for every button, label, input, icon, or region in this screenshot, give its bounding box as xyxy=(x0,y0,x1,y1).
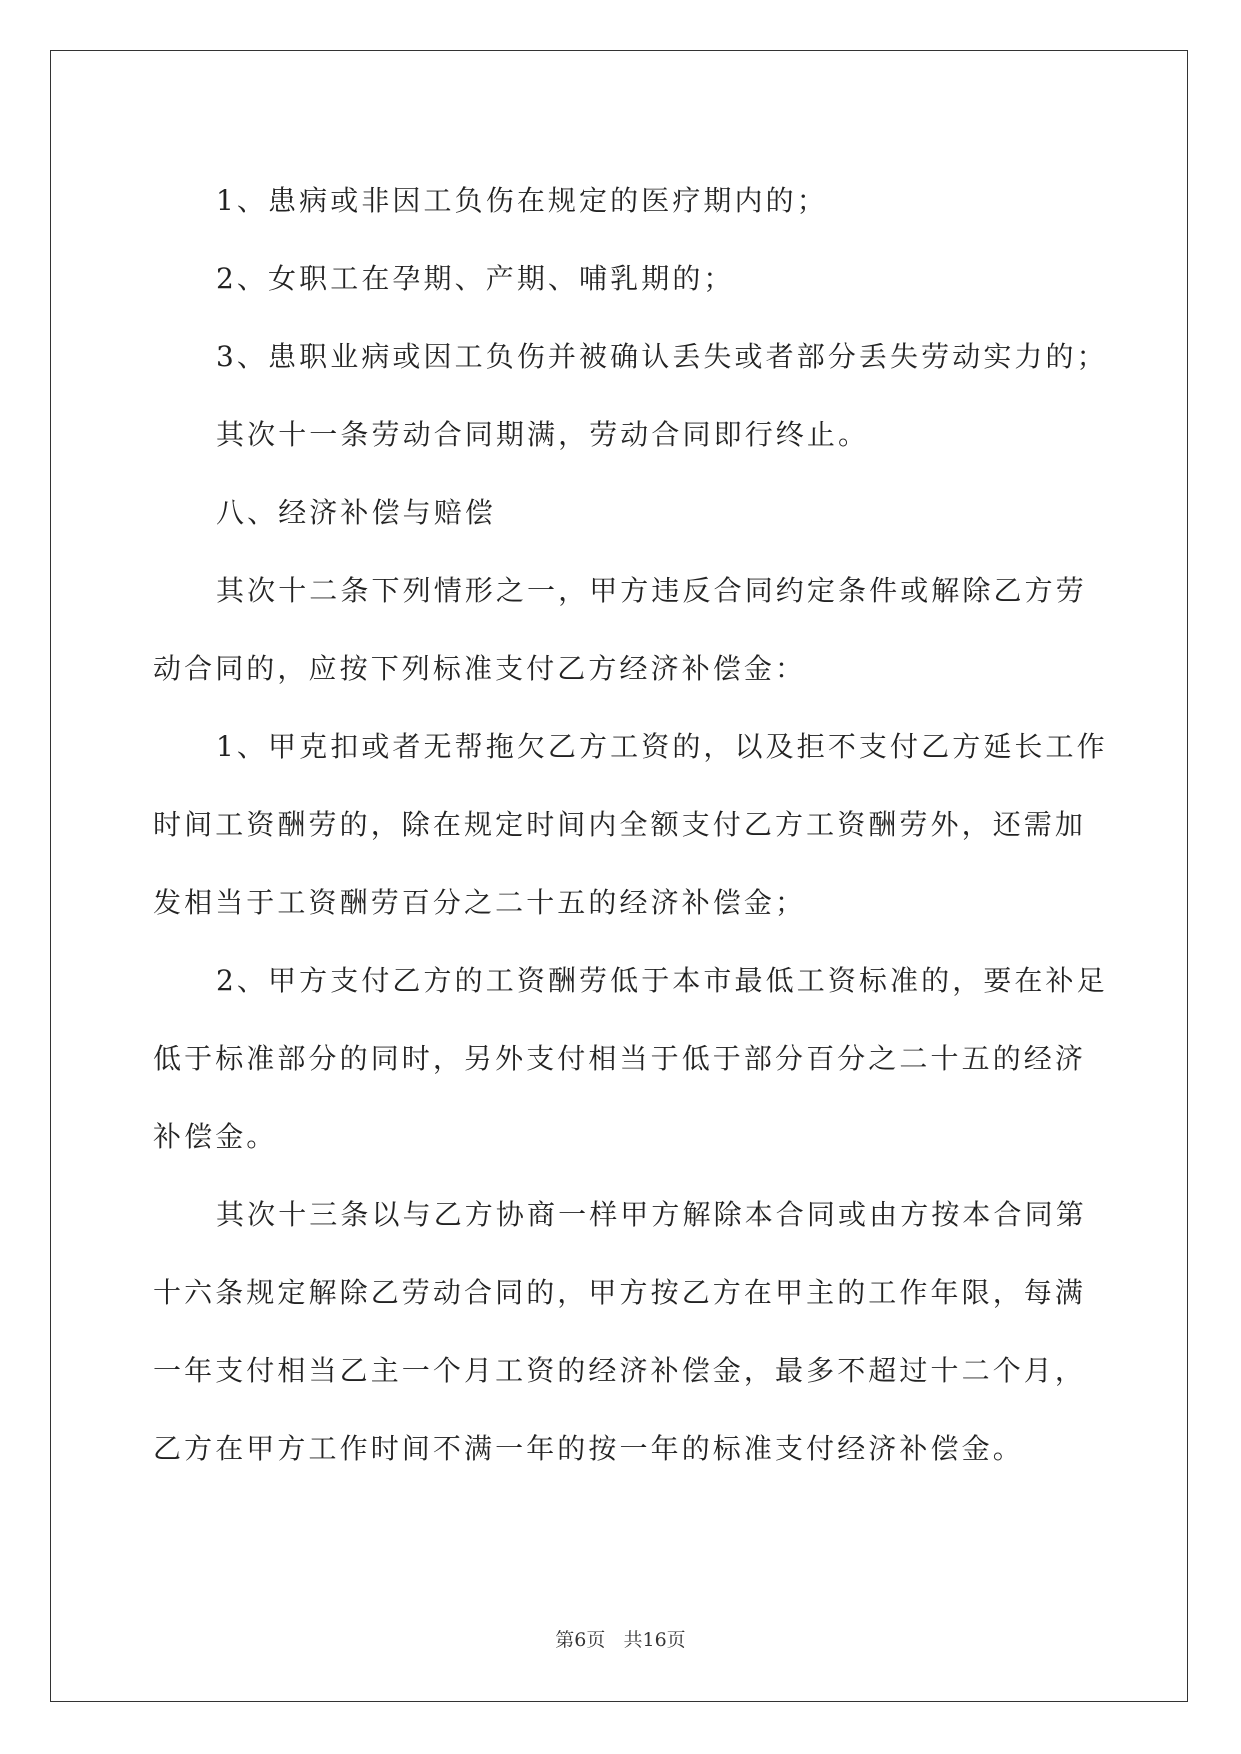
section-heading: 八、经济补偿与赔偿 xyxy=(216,496,496,529)
text-line: 1、甲克扣或者无帮拖欠乙方工资的，以及拒不支付乙方延长工作 xyxy=(216,730,1108,763)
page-number: 第6页 共16页 xyxy=(555,1629,686,1651)
text-line: 2、甲方支付乙方的工资酬劳低于本市最低工资标准的，要在补足 xyxy=(216,964,1108,997)
text-line: 低于标准部分的同时，另外支付相当于低于部分百分之二十五的经济 xyxy=(153,1042,1087,1075)
document-body xyxy=(153,162,1108,1488)
text-line: 时间工资酬劳的，除在规定时间内全额支付乙方工资酬劳外，还需加 xyxy=(153,808,1087,841)
text-line: 十六条规定解除乙劳动合同的，甲方按乙方在甲主的工作年限，每满 xyxy=(153,1276,1087,1309)
text-line: 2、女职工在孕期、产期、哺乳期的； xyxy=(216,262,735,295)
text-line: 动合同的，应按下列标准支付乙方经济补偿金： xyxy=(153,652,807,685)
text-line: 其次十二条下列情形之一，甲方违反合同约定条件或解除乙方劳 xyxy=(216,574,1087,607)
text-line: 一年支付相当乙主一个月工资的经济补偿金，最多不超过十二个月， xyxy=(153,1354,1087,1387)
text-line: 其次十三条以与乙方协商一样甲方解除本合同或由方按本合同第 xyxy=(216,1198,1087,1231)
text-line: 3、患职业病或因工负伤并被确认丢失或者部分丢失劳动实力的； xyxy=(216,340,1108,373)
text-line: 1、患病或非因工负伤在规定的医疗期内的； xyxy=(216,184,828,217)
text-line: 乙方在甲方工作时间不满一年的按一年的标准支付经济补偿金。 xyxy=(153,1432,1024,1465)
text-line: 其次十一条劳动合同期满，劳动合同即行终止。 xyxy=(216,418,870,451)
text-line: 发相当于工资酬劳百分之二十五的经济补偿金； xyxy=(153,886,807,919)
text-line: 补偿金。 xyxy=(153,1120,278,1153)
